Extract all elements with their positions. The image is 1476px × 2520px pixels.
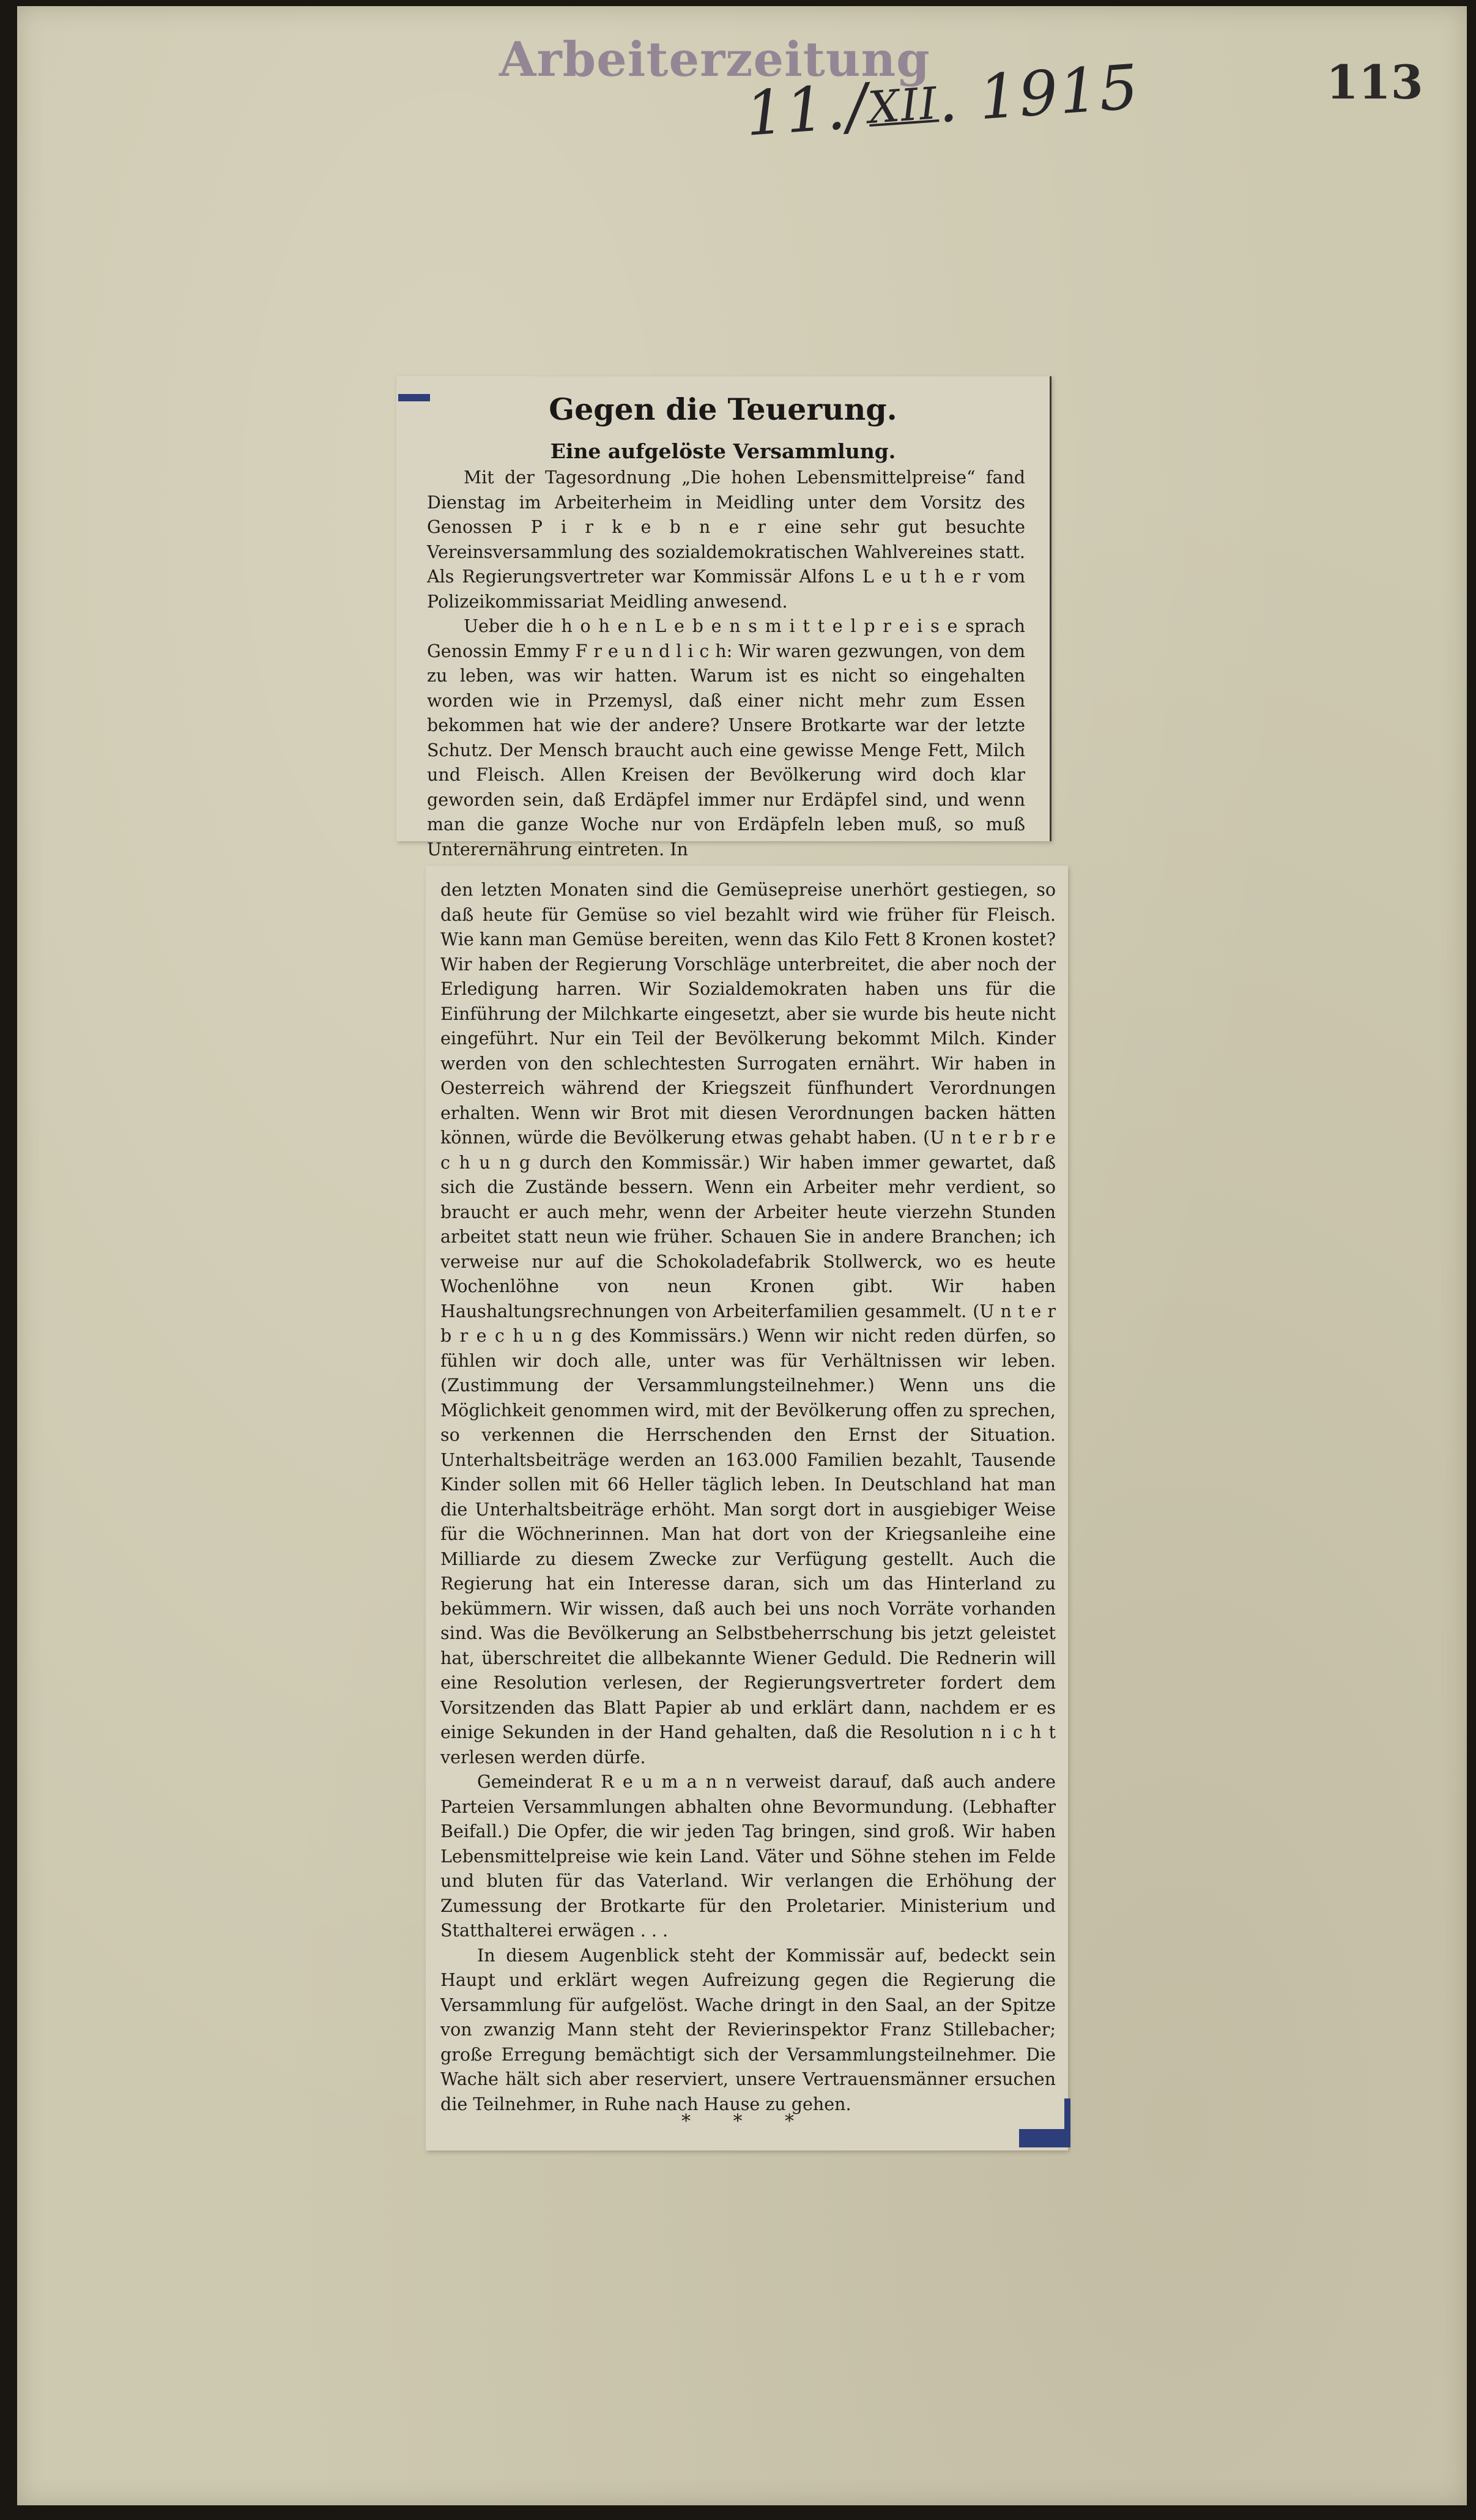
newspaper-name-stamp: Arbeiterzeitung	[499, 32, 930, 87]
blue-pencil-mark	[398, 394, 430, 401]
blue-pencil-mark	[1064, 2098, 1070, 2147]
article-bottom-column	[440, 878, 1056, 2117]
article-top-column	[427, 466, 1025, 862]
paragraph: den letzten Monaten sind die Gemüsepreise unerhört gestiegen, so daß heute für Gemüse so viel bezahlt wird wie früher für Fleisch. Wie kann man Gemüse bereiten, wenn das Kilo Fett 8 Kronen kostet? Wir haben der Regierung Vorschläge unterbreitet, die aber noch der Erledigung harren. Wir Sozialdemokraten haben uns für die Einführung der Milchkarte eingesetzt, aber sie wurde bis heute nicht eingeführt. Nur ein Teil der Bevölkerung bekommt Milch. Kinder werden von den schlechtesten Surrogaten ernährt. Wir haben in Oesterreich während der Kriegszeit fünfhundert Verordnungen erhalten. Wenn wir Brot mit diesen Verordnungen backen hätten können, würde die Bevölkerung etwas gehabt haben. (U n t e r b r e c h u n g durch den Kommissär.) Wir haben immer gewartet, daß sich die Zustände bessern. Wenn ein Arbeiter mehr verdient, so braucht er auch mehr, wenn der Arbeiter heute vierzehn Stunden arbeitet statt neun wie früher. Schauen Sie in andere Branchen; ich verweise nur auf die Schokoladefabrik Stollwerck, wo es heute Wochenlöhne von neun Kronen gibt. Wir haben Haushaltungsrechnungen von Arbeiterfamilien gesammelt. (U n t e r b r e c h u n g des Kommissärs.) Wenn wir nicht reden dürfen, so fühlen wir doch alle, unter was für Verhältnissen wir leben. (Zustimmung der Versammlungsteilnehmer.) Wenn uns die Möglichkeit genommen wird, mit der Bevölkerung offen zu sprechen, so verkennen die Herrschenden den Ernst der Situation. Unterhaltsbeiträge werden an 163.000 Familien bezahlt, Tausende Kinder sollen mit 66 Heller täglich leben. In Deutschland hat man die Unterhaltsbeiträge erhöht. Man sorgt dort in ausgiebiger Weise für die Wöchnerinnen. Man hat dort von der Kriegsanleihe eine Milliarde zu diesem Zwecke zur Verfügung gestellt. Auch die Regierung hat ein Interesse daran, sich um das Hinterland zu bekümmern. Wir wissen, daß auch bei uns noch Vorräte vorhanden sind. Was die Bevölkerung an Selbstbeherrschung bis jetzt geleistet hat, überschreitet die allbekannte Wiener Geduld. Die Rednerin will eine Resolution verlesen, der Regierungsvertreter fordert dem Vorsitzenden das Blatt Papier ab und erklärt dann, nachdem er es einige Sekunden in der Hand gehalten, daß die Resolution n i c h t verlesen werden dürfe.	[440, 880, 1056, 1767]
paragraph: Gemeinderat R e u m a n n verweist darauf, daß auch andere Parteien Versammlungen abhalten ohne Bevormundung. (Lebhafter Beifall.) Die Opfer, die wir jeden Tag bringen, sind groß. Wir haben Lebensmittelpreise wie kein Land. Väter und Söhne stehen im Felde und bluten für das Vaterland. Wir verlangen die Erhöhung der Zumessung der Brotkarte für den Proletarier. Ministerium und Statthalterei erwägen . . .	[440, 1772, 1056, 1941]
article-headline: Gegen die Teuerung.	[549, 392, 897, 427]
paragraph: In diesem Augenblick steht der Kommissär auf, bedeckt sein Haupt und erklärt wegen Aufreizung gegen die Regierung die Versammlung für aufgelöst. Wache dringt in den Saal, an der Spitze von zwanzig Mann steht der Revierinspektor Franz Stillebacher; große Erregung bemächtigt sich der Versammlungsteilnehmer. Die Wache hält sich aber reserviert, unsere Vertrauensmänner ersuchen die Teilnehmer, in Ruhe nach Hause zu gehen.	[440, 1945, 1056, 2114]
archive-sheet	[17, 6, 1467, 2505]
end-mark: * * *	[681, 2111, 813, 2132]
paragraph: Ueber die h o h e n L e b e n s m i t t e l p r e i s e sprach Genossin Emmy F r e u n d l i c h: Wir waren gezwungen, von dem zu leben, was wir hatten. Warum ist es nicht so eingehalten worden wie in Przemysl, daß einer nicht mehr zum Essen bekommen hat wie der andere? Unsere Brotkarte war der letzte Schutz. Der Mensch braucht auch eine gewisse Menge Fett, Milch und Fleisch. Allen Kreisen der Bevölkerung wird doch klar geworden sein, daß Erdäpfel immer nur Erdäpfel sind, und wenn man die ganze Woche nur von Erdäpfeln leben muß, so muß Unterernährung eintreten. In	[427, 616, 1025, 860]
blue-pencil-mark	[1019, 2129, 1068, 2147]
clipping-bottom	[426, 866, 1068, 2150]
page-number: 113	[1326, 55, 1423, 110]
handwritten-date-month: XII	[866, 77, 940, 134]
article-subheadline: Eine aufgelöste Versammlung.	[550, 439, 896, 463]
clipping-top	[396, 376, 1051, 860]
handwritten-date-day: 11./	[743, 70, 871, 150]
paragraph: Mit der Tagesordnung „Die hohen Lebensmittelpreise“ fand Dienstag im Arbeiterheim in Meidling unter dem Vorsitz des Genossen P i r k e b n e r eine sehr gut besuchte Vereinsversammlung des sozialdemokratischen Wahlvereines statt. Als Regierungsvertreter war Kommissär Alfons L e u t h e r vom Polizeikommissariat Meidling anwesend.	[427, 467, 1025, 612]
handwritten-date-year: . 1915	[935, 51, 1142, 137]
